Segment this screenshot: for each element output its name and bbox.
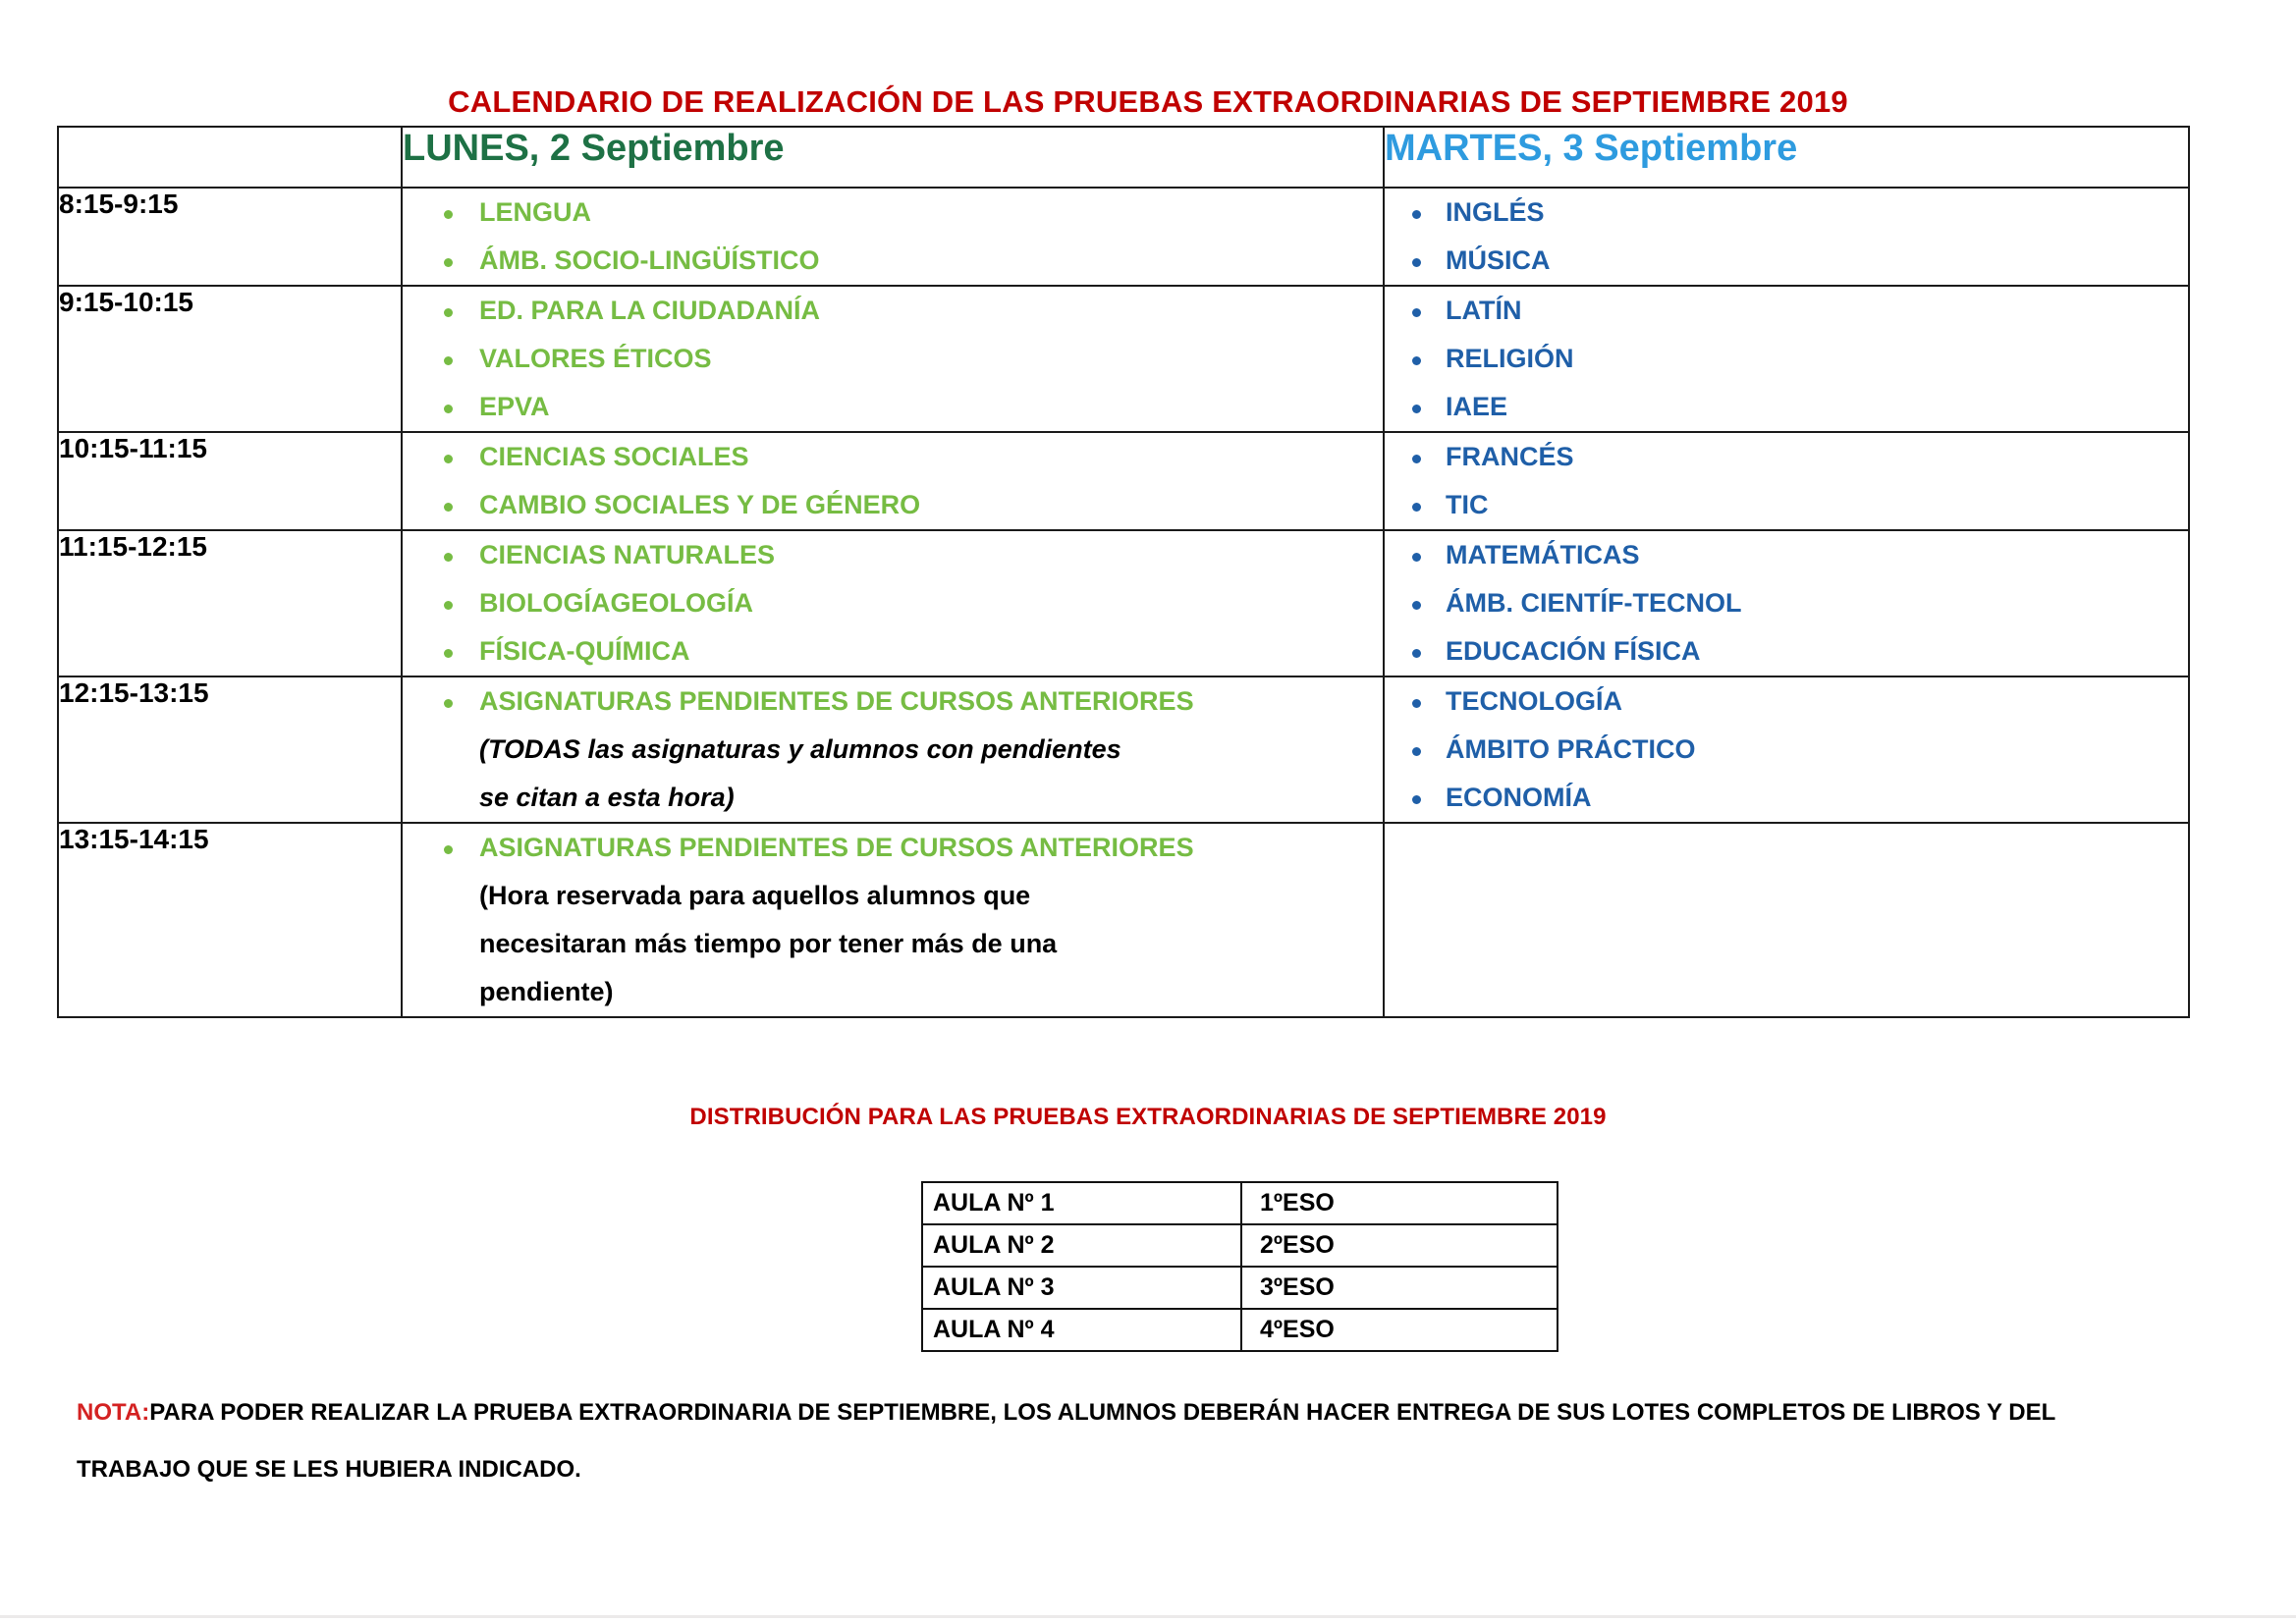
list-item: RELIGIÓN bbox=[1385, 335, 2188, 383]
list-item: CAMBIO SOCIALES Y DE GÉNERO bbox=[403, 481, 1383, 529]
note-line-2: TRABAJO QUE SE LES HUBIERA INDICADO. bbox=[77, 1456, 581, 1483]
table-row bbox=[58, 432, 2189, 530]
list-item: ASIGNATURAS PENDIENTES DE CURSOS ANTERIORES bbox=[403, 677, 1383, 726]
subject-list bbox=[403, 531, 1383, 676]
aula-curso: 1ºESO bbox=[1241, 1182, 1558, 1224]
tuesday-subjects-cell bbox=[1384, 188, 2189, 286]
note-line: se citan a esta hora) bbox=[479, 783, 735, 812]
subject-list bbox=[403, 189, 1383, 285]
list-item: EPVA bbox=[403, 383, 1383, 431]
table-header-row bbox=[58, 127, 2189, 188]
list-item: ÁMBITO PRÁCTICO bbox=[1385, 726, 2188, 774]
aula-curso: 4ºESO bbox=[1241, 1309, 1558, 1351]
list-item: CIENCIAS SOCIALES bbox=[403, 433, 1383, 481]
tuesday-subjects-cell bbox=[1384, 432, 2189, 530]
scan-edge-artifact bbox=[0, 1615, 2296, 1618]
list-item: INGLÉS bbox=[1385, 189, 2188, 237]
table-row bbox=[922, 1309, 1558, 1351]
table-row bbox=[58, 286, 2189, 432]
list-item: TIC bbox=[1385, 481, 2188, 529]
time-slot: 11:15-12:15 bbox=[58, 530, 402, 676]
tuesday-subjects-cell bbox=[1384, 286, 2189, 432]
subject-list bbox=[1385, 677, 2188, 822]
note-line: (TODAS las asignaturas y alumnos con pendientes bbox=[479, 734, 1121, 764]
schedule-table bbox=[57, 126, 2190, 1018]
time-slot: 13:15-14:15 bbox=[58, 823, 402, 1017]
list-item: IAEE bbox=[1385, 383, 2188, 431]
note-line: (Hora reservada para aquellos alumnos que bbox=[479, 881, 1031, 910]
header-monday: LUNES, 2 Septiembre bbox=[402, 127, 1384, 188]
aula-curso: 2ºESO bbox=[1241, 1224, 1558, 1267]
subject-list bbox=[1385, 287, 2188, 431]
time-slot: 9:15-10:15 bbox=[58, 286, 402, 432]
subject-list bbox=[1385, 189, 2188, 285]
time-slot: 10:15-11:15 bbox=[58, 432, 402, 530]
tuesday-subjects-cell bbox=[1384, 530, 2189, 676]
bottom-note bbox=[77, 1384, 2267, 1498]
monday-subjects-cell bbox=[402, 530, 1384, 676]
list-item: ED. PARA LA CIUDADANÍA bbox=[403, 287, 1383, 335]
list-item: FRANCÉS bbox=[1385, 433, 2188, 481]
list-item: ÁMB. SOCIO-LINGÜÍSTICO bbox=[403, 237, 1383, 285]
aula-name: AULA Nº 4 bbox=[922, 1309, 1241, 1351]
time-slot: 8:15-9:15 bbox=[58, 188, 402, 286]
subject-list bbox=[403, 433, 1383, 529]
table-row bbox=[58, 530, 2189, 676]
aula-curso: 3ºESO bbox=[1241, 1267, 1558, 1309]
table-row bbox=[58, 823, 2189, 1017]
table-row bbox=[58, 676, 2189, 823]
list-item: ASIGNATURAS PENDIENTES DE CURSOS ANTERIORES bbox=[403, 824, 1383, 872]
distribution-title: DISTRIBUCIÓN PARA LAS PRUEBAS EXTRAORDINARIAS DE SEPTIEMBRE 2019 bbox=[689, 1104, 1607, 1130]
monday-subjects-cell bbox=[402, 188, 1384, 286]
list-item: TECNOLOGÍA bbox=[1385, 677, 2188, 726]
aula-distribution-table bbox=[921, 1181, 1558, 1352]
table-row bbox=[922, 1267, 1558, 1309]
monday-subjects-cell bbox=[402, 823, 1384, 1017]
note-line-1: PARA PODER REALIZAR LA PRUEBA EXTRAORDINARIA DE SEPTIEMBRE, LOS ALUMNOS DEBERÁN HACER ENTREGA DE SUS LOTES COMPLETOS DE LIBROS Y DEL bbox=[149, 1399, 2056, 1426]
monday-subjects-cell bbox=[402, 676, 1384, 823]
list-item: LENGUA bbox=[403, 189, 1383, 237]
subject-list bbox=[403, 287, 1383, 431]
subject-list bbox=[403, 824, 1383, 872]
list-item: MÚSICA bbox=[1385, 237, 2188, 285]
list-item: EDUCACIÓN FÍSICA bbox=[1385, 627, 2188, 676]
aula-name: AULA Nº 2 bbox=[922, 1224, 1241, 1267]
time-slot: 12:15-13:15 bbox=[58, 676, 402, 823]
header-tuesday: MARTES, 3 Septiembre bbox=[1384, 127, 2189, 188]
note-line: necesitaran más tiempo por tener más de una bbox=[479, 929, 1058, 958]
list-item: BIOLOGÍAGEOLOGÍA bbox=[403, 579, 1383, 627]
monday-subjects-cell bbox=[402, 286, 1384, 432]
monday-cell-note bbox=[403, 726, 1383, 822]
tuesday-subjects-cell-empty bbox=[1384, 823, 2189, 1017]
tuesday-subjects-cell bbox=[1384, 676, 2189, 823]
list-item: FÍSICA-QUÍMICA bbox=[403, 627, 1383, 676]
monday-subjects-cell bbox=[402, 432, 1384, 530]
note-label: NOTA: bbox=[77, 1399, 150, 1426]
subject-list bbox=[1385, 433, 2188, 529]
subject-list bbox=[1385, 531, 2188, 676]
note-line: pendiente) bbox=[479, 977, 614, 1006]
subject-list bbox=[403, 677, 1383, 726]
table-row bbox=[922, 1182, 1558, 1224]
table-row bbox=[58, 188, 2189, 286]
header-time-column bbox=[58, 127, 402, 188]
list-item: ECONOMÍA bbox=[1385, 774, 2188, 822]
table-row bbox=[922, 1224, 1558, 1267]
list-item: ÁMB. CIENTÍF-TECNOL bbox=[1385, 579, 2188, 627]
aula-name: AULA Nº 1 bbox=[922, 1182, 1241, 1224]
list-item: LATÍN bbox=[1385, 287, 2188, 335]
list-item: MATEMÁTICAS bbox=[1385, 531, 2188, 579]
page-title: CALENDARIO DE REALIZACIÓN DE LAS PRUEBAS EXTRAORDINARIAS DE SEPTIEMBRE 2019 bbox=[448, 84, 1848, 119]
monday-cell-note bbox=[403, 872, 1383, 1016]
list-item: VALORES ÉTICOS bbox=[403, 335, 1383, 383]
aula-name: AULA Nº 3 bbox=[922, 1267, 1241, 1309]
list-item: CIENCIAS NATURALES bbox=[403, 531, 1383, 579]
